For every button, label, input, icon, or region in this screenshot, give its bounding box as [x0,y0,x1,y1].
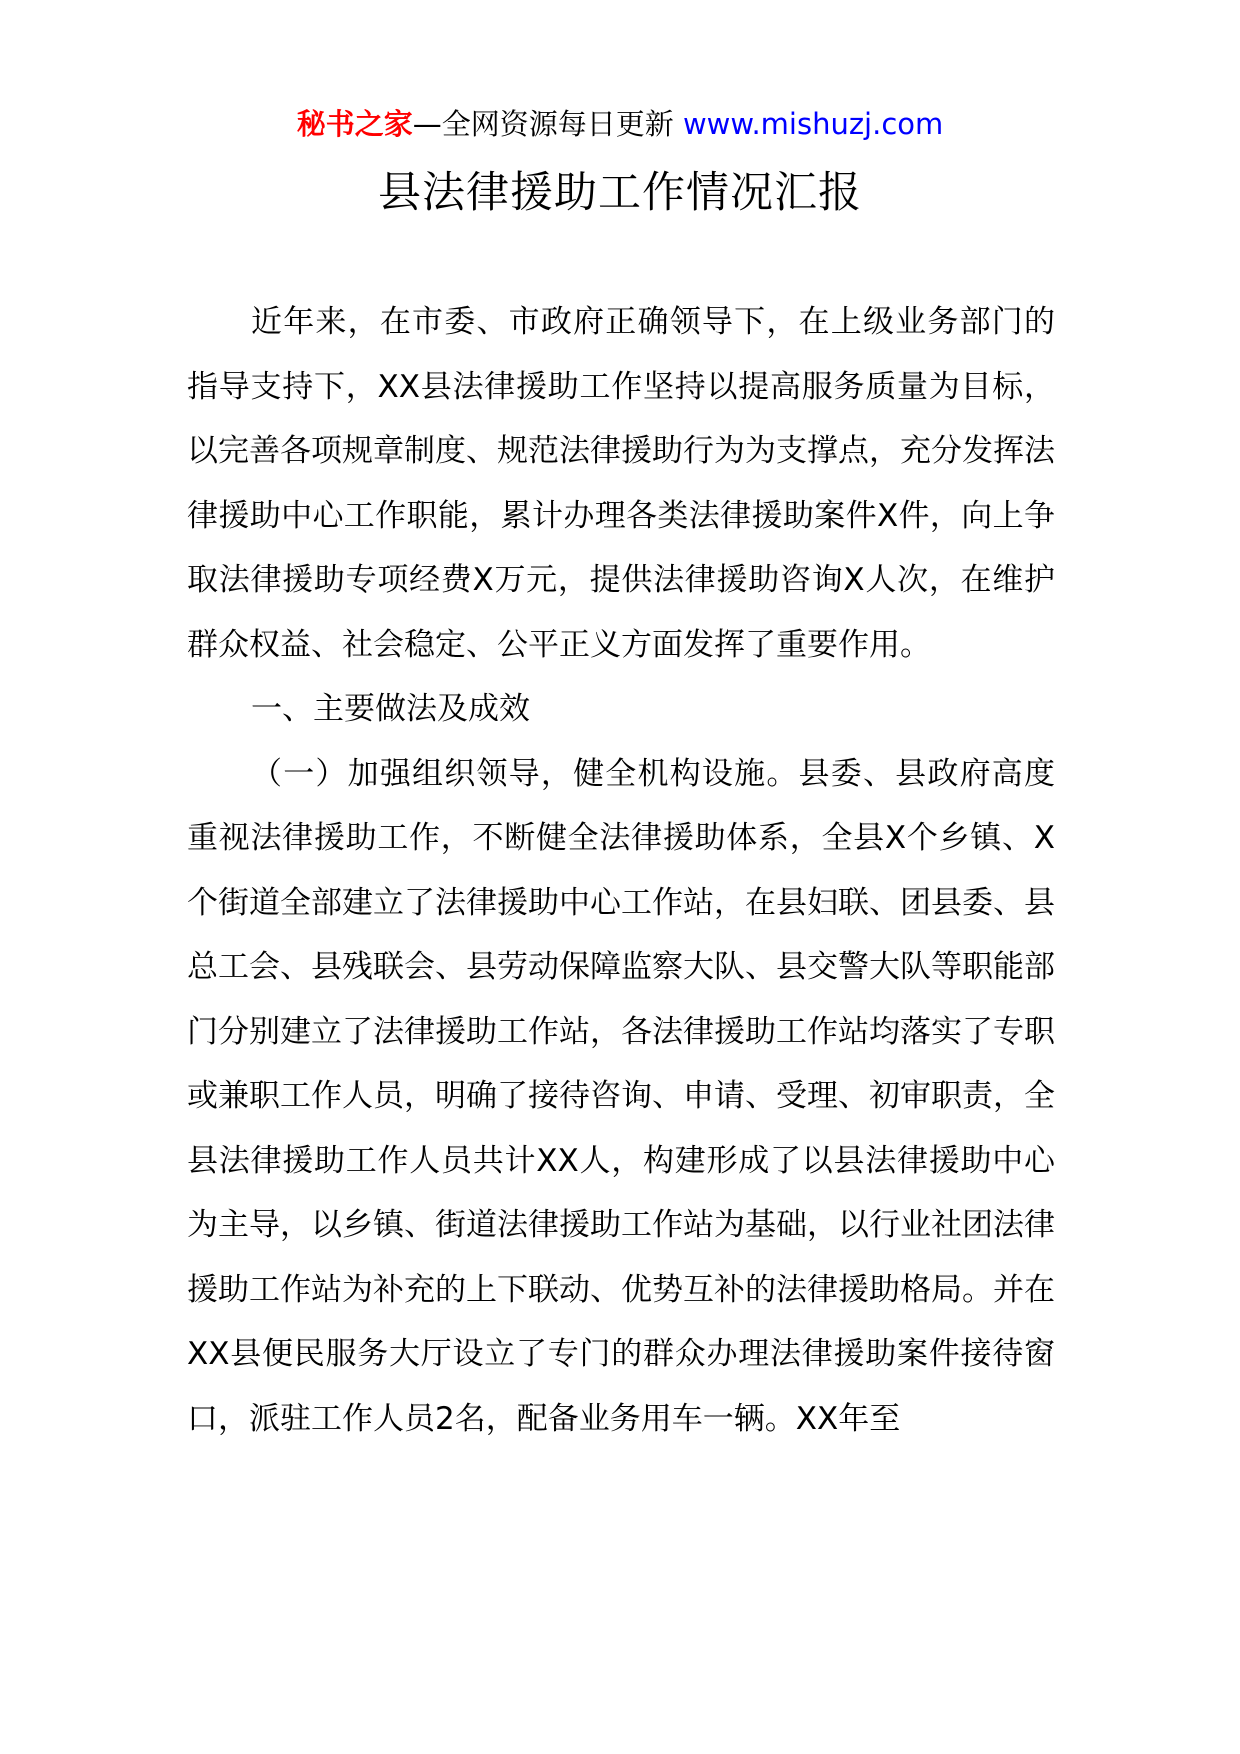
brand-name: 秘书之家 [296,107,413,141]
body-paragraph: （一）加强组织领导，健全机构设施。县委、县政府高度重视法律援助工作，不断健全法律援助体系，全县X个乡镇、X个街道全部建立了法律援助中心工作站，在县妇联、团县委、县总工会、县残联会、县劳动保障监察大队、县交警大队等职能部门分别建立了法律援助工作站，各法律援助工作站均落实了专职或兼职工作人员，明确了接待咨询、申请、受理、初审职责，全县法律援助工作人员共计XX人，构建形成了以县法律援助中心为主导，以乡镇、街道法律援助工作站为基础，以行业社团法律援助工作站为补充的上下联动、优势互补的法律援助格局。并在XX县便民服务大厅设立了专门的群众办理法律援助案件接待窗口，派驻工作人员2名，配备业务用车一辆。XX年至 [187,755,1055,1437]
banner-tagline: —全网资源每日更新 [412,107,683,141]
section-heading: 一、主要做法及成效 [251,691,530,727]
intro-paragraph: 近年来，在市委、市政府正确领导下，在上级业务部门的指导支持下，XX县法律援助工作坚持以提高服务质量为目标，以完善各项规章制度、规范法律援助行为为支撑点，充分发挥法律援助中心工作职能，累计办理各类法律援助案件X件，向上争取法律援助专项经费X万元，提供法律援助咨询X人次，在维护群众权益、社会稳定、公平正义方面发挥了重要作用。 [187,304,1055,663]
site-banner [0,104,1240,144]
document-body [187,290,1055,1451]
site-url-link[interactable]: www.mishuzj.com [682,107,944,141]
document-title: 县法律援助工作情况汇报 [378,168,862,218]
